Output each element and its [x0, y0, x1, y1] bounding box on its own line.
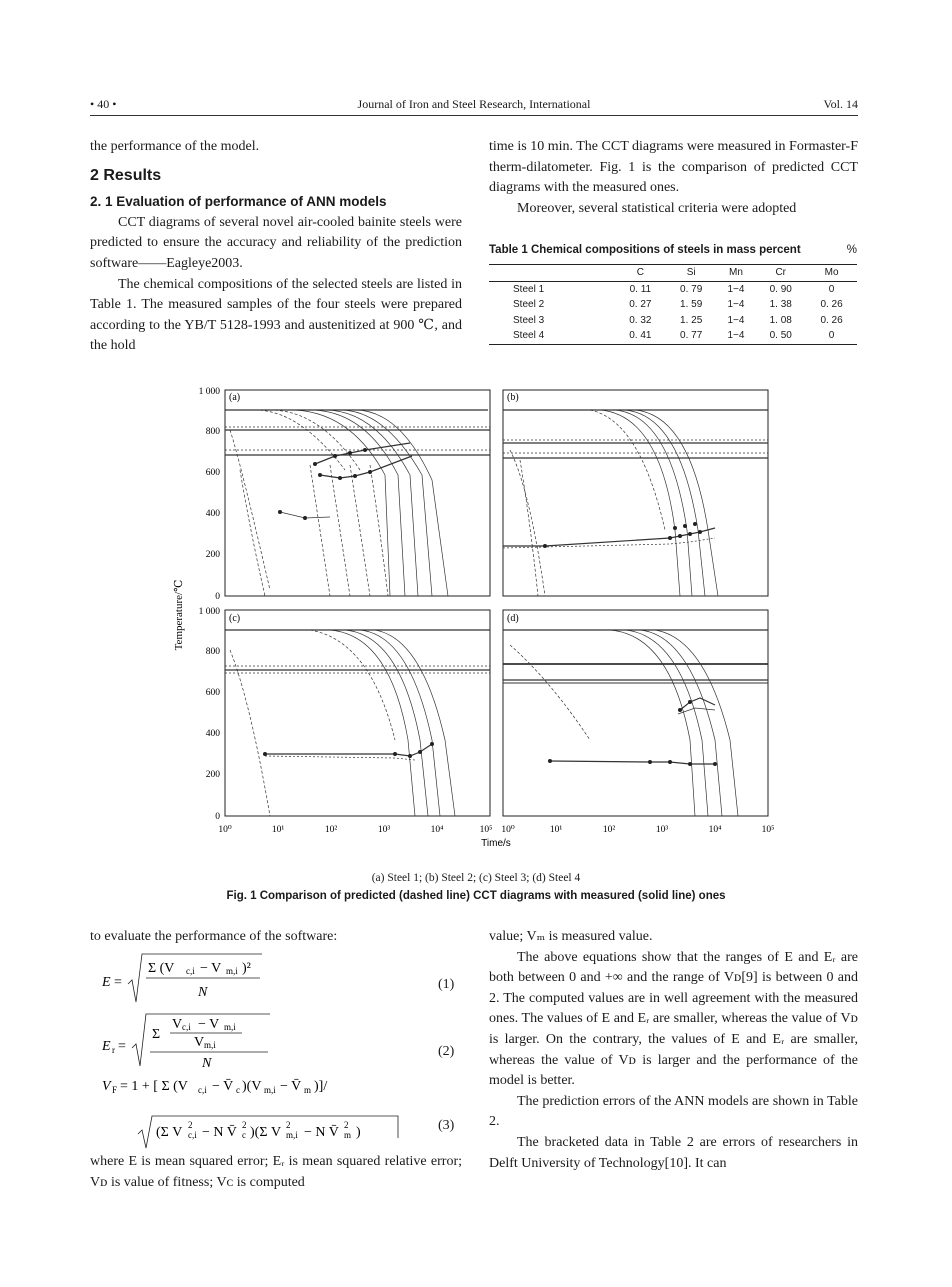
x-ticks-right: [501, 825, 774, 835]
panel-d-curves: [503, 630, 768, 816]
x-tick: 10³: [377, 825, 391, 835]
subsection-heading: 2. 1 Evaluation of performance of ANN models: [90, 194, 387, 210]
y-tick: 200: [205, 550, 220, 560]
svg-text:− V: − V: [200, 961, 222, 976]
equation-1: [102, 950, 272, 1008]
table-row: [489, 297, 857, 313]
panel-d: [503, 610, 768, 816]
table-cell: 0: [828, 283, 835, 295]
cct-figure: [170, 380, 810, 860]
y-ticks-top: [199, 387, 221, 602]
equation-number: (1): [438, 977, 455, 992]
svg-text:V: V: [194, 1035, 205, 1050]
y-tick: 200: [205, 770, 220, 780]
y-tick: 0: [215, 592, 220, 602]
panel-b-curves: [503, 410, 768, 596]
table-cell: 0. 26: [820, 299, 843, 311]
table-cell: Steel 3: [513, 314, 545, 326]
svg-text:− V̄: − V̄: [212, 1079, 234, 1094]
svg-text:2: 2: [344, 1120, 349, 1130]
paragraph: Moreover, several statistical criteria were adopted: [517, 200, 797, 216]
equation-2: [102, 1010, 282, 1070]
svg-text:2: 2: [188, 1120, 193, 1130]
svg-text:F: F: [112, 1085, 118, 1095]
x-tick: 10⁰: [218, 825, 232, 835]
table-cell: 0. 27: [629, 299, 652, 311]
table-cell: 1. 38: [769, 299, 792, 311]
panel-label: (b): [507, 392, 519, 403]
table-cell: 0. 77: [680, 330, 703, 342]
right-column-bottom: [489, 927, 858, 1174]
table-cell: 0: [828, 330, 835, 342]
svg-text:− V: − V: [198, 1017, 220, 1032]
svg-text:c: c: [236, 1085, 240, 1095]
svg-text:m,i: m,i: [204, 1040, 216, 1050]
paragraph: CCT diagrams of several novel air-cooled bainite steels were predicted to ensure the accuracy and reliability of the prediction software——Eagleye2003.: [90, 214, 462, 271]
running-header: [90, 97, 858, 115]
left-column-bottom: [90, 927, 462, 948]
table-title: Table 1 Chemical compositions of steels in mass percent %: [489, 244, 857, 256]
svg-text:Σ (V: Σ (V: [148, 961, 175, 976]
x-tick: 10⁴: [708, 825, 722, 835]
paragraph: The chemical compositions of the selected steels are listed in Table 1. The measured samples of the four steels were prepared according to the YB/T 5128-1993 and austenitized at 900 ℃, and the hold: [90, 276, 462, 354]
x-axis-label: Time/s: [481, 838, 511, 849]
y-axis-label: Temperature/℃: [173, 579, 185, 651]
table-header: Cr: [775, 267, 786, 279]
paragraph: where E is mean squared error; Eᵣ is mean squared relative error; Vᴅ is value of fitness; Vᴄ is computed: [90, 1154, 462, 1190]
header-rule: [90, 115, 858, 116]
table-cell: 0. 41: [629, 330, 652, 342]
panel-label: (c): [229, 613, 241, 624]
paragraph: time is 10 min. The CCT diagrams were measured in Formaster-F therm-dilatometer. Fig. 1 is the comparison of predicted CCT diagrams with the measured ones.: [489, 139, 858, 196]
composition-table: [489, 264, 857, 345]
y-tick: 1 000: [198, 387, 220, 397]
svg-text:m: m: [304, 1085, 312, 1095]
paragraph: The prediction errors of the ANN models are shown in Table 2.: [489, 1093, 858, 1130]
table-header: C: [636, 267, 644, 279]
svg-text:E: E: [102, 975, 111, 990]
y-tick: 400: [205, 729, 220, 739]
svg-text:)(Σ V: )(Σ V: [250, 1125, 282, 1140]
table-cell: 1. 25: [680, 314, 703, 326]
paragraph: to evaluate the performance of the software:: [90, 929, 338, 944]
y-tick: 800: [205, 427, 220, 437]
panel-a: [225, 390, 490, 596]
panel-label: (a): [229, 392, 241, 403]
svg-text:c: c: [242, 1130, 246, 1140]
y-tick: 600: [205, 468, 220, 478]
x-tick: 10⁰: [501, 825, 515, 835]
x-tick: 10⁴: [430, 825, 444, 835]
x-tick: 10²: [602, 825, 616, 835]
svg-text:)²: )²: [242, 961, 251, 976]
x-ticks-left: [218, 825, 492, 835]
svg-text:V: V: [102, 1079, 111, 1094]
svg-text:− N V̄: − N V̄: [202, 1125, 237, 1140]
section-heading: 2 Results: [90, 166, 162, 184]
y-tick: 600: [205, 688, 220, 698]
table-header: Mn: [728, 267, 743, 279]
y-tick: 0: [215, 812, 220, 822]
svg-text:N: N: [198, 985, 208, 1000]
svg-text:Σ: Σ: [152, 1027, 161, 1042]
x-tick: 10²: [324, 825, 338, 835]
table-header: [489, 265, 615, 282]
svg-text:(Σ V: (Σ V: [156, 1125, 183, 1140]
table-cell: Steel 2: [513, 299, 545, 311]
figure-subcaption: (a) Steel 1; (b) Steel 2; (c) Steel 3; (d) Steel 4: [371, 872, 581, 884]
svg-text:=: =: [114, 975, 122, 990]
y-tick: 1 000: [198, 607, 220, 617]
page-number: • 40 •: [90, 97, 117, 111]
table-cell: 1. 08: [769, 314, 792, 326]
table-row: [489, 328, 857, 344]
svg-text:m: m: [344, 1130, 352, 1140]
table-cell: 0. 90: [769, 283, 792, 295]
svg-text:− N V̄: − N V̄: [304, 1125, 339, 1140]
svg-text:m,i: m,i: [264, 1085, 276, 1095]
x-tick: 10⁵: [761, 825, 775, 835]
x-tick: 10¹: [271, 825, 285, 835]
y-tick: 400: [205, 509, 220, 519]
table-cell: 0. 50: [769, 330, 792, 342]
svg-text:c,i: c,i: [198, 1085, 207, 1095]
table-cell: 1−4: [727, 330, 745, 342]
paragraph: the performance of the model.: [90, 139, 260, 154]
table-cell: 0. 11: [629, 283, 652, 295]
svg-text:N: N: [202, 1056, 212, 1070]
svg-text:c,i: c,i: [182, 1022, 191, 1032]
svg-text:c,i: c,i: [186, 966, 195, 976]
table-unit: %: [846, 244, 857, 256]
table-cell: 0. 32: [629, 314, 652, 326]
table-header: Mo: [824, 267, 839, 279]
svg-text:2: 2: [242, 1120, 247, 1130]
svg-text:r: r: [112, 1045, 115, 1055]
svg-text:E: E: [102, 1039, 111, 1054]
equation-3: [102, 1072, 422, 1152]
svg-text:)]/: )]/: [314, 1079, 328, 1094]
panel-c: [225, 610, 490, 816]
x-tick: 10¹: [549, 825, 563, 835]
svg-text:− V̄: − V̄: [280, 1079, 302, 1094]
table-cell: 1−4: [727, 299, 745, 311]
table-cell: Steel 1: [513, 283, 545, 295]
x-tick: 10³: [655, 825, 669, 835]
svg-text:m,i: m,i: [226, 966, 238, 976]
panel-d-markers: [548, 700, 717, 766]
table-cell: 0. 79: [680, 283, 703, 295]
svg-text:2: 2: [286, 1120, 291, 1130]
table-header-row: [489, 265, 857, 282]
svg-text:=: =: [118, 1039, 126, 1054]
volume: Vol. 14: [823, 97, 858, 111]
y-tick: 800: [205, 647, 220, 657]
table-header: Si: [686, 267, 696, 279]
svg-text:)(V: )(V: [242, 1079, 262, 1094]
panel-b: [503, 390, 768, 596]
figure-caption: Fig. 1 Comparison of predicted (dashed line) CCT diagrams with measured (solid line) ones: [226, 890, 726, 902]
svg-text:m,i: m,i: [286, 1130, 298, 1140]
y-ticks-bottom: [199, 607, 221, 822]
table-row: [489, 281, 857, 297]
panel-label: (d): [507, 613, 519, 624]
svg-text:m,i: m,i: [224, 1022, 236, 1032]
table-cell: 1−4: [727, 314, 745, 326]
panel-a-markers: [278, 448, 372, 520]
paragraph: The above equations show that the ranges of E and Eᵣ are both between 0 and +∞ and the range of Vᴅ[9] is between 0 and 2. The computed values are in well agreement with the measured ones. The values of E and Eᵣ are smaller, whereas the value of Vᴅ is larger. On the contrary, the values of E and Eᵣ are smaller, whereas the value of Vᴅ is larger and the performance of the model is better.: [489, 949, 858, 1089]
table-cell: 1. 59: [680, 299, 703, 311]
paragraph: value; Vₘ is measured value.: [489, 929, 653, 944]
table-cell: Steel 4: [513, 330, 545, 342]
journal-title: Journal of Iron and Steel Research, International: [357, 97, 591, 111]
paragraph: The bracketed data in Table 2 are errors of researchers in Delft University of Technology[10]. It can: [489, 1134, 858, 1171]
left-column-top: [90, 137, 462, 357]
right-column-top: [489, 137, 858, 219]
table-row: [489, 313, 857, 329]
panel-c-curves: [225, 630, 490, 816]
table-cell: 0. 26: [820, 314, 843, 326]
equation-number: (3): [438, 1118, 455, 1133]
svg-text:V: V: [172, 1017, 183, 1032]
svg-text:c,i: c,i: [188, 1130, 197, 1140]
left-column-where: [90, 1152, 462, 1193]
svg-text:): ): [356, 1125, 361, 1140]
table-cell: 1−4: [727, 283, 745, 295]
panel-a-curves: [225, 410, 490, 596]
x-tick: 10⁵: [479, 825, 493, 835]
svg-text:= 1 + [ Σ (V: = 1 + [ Σ (V: [120, 1079, 188, 1094]
equation-number: (2): [438, 1044, 455, 1059]
